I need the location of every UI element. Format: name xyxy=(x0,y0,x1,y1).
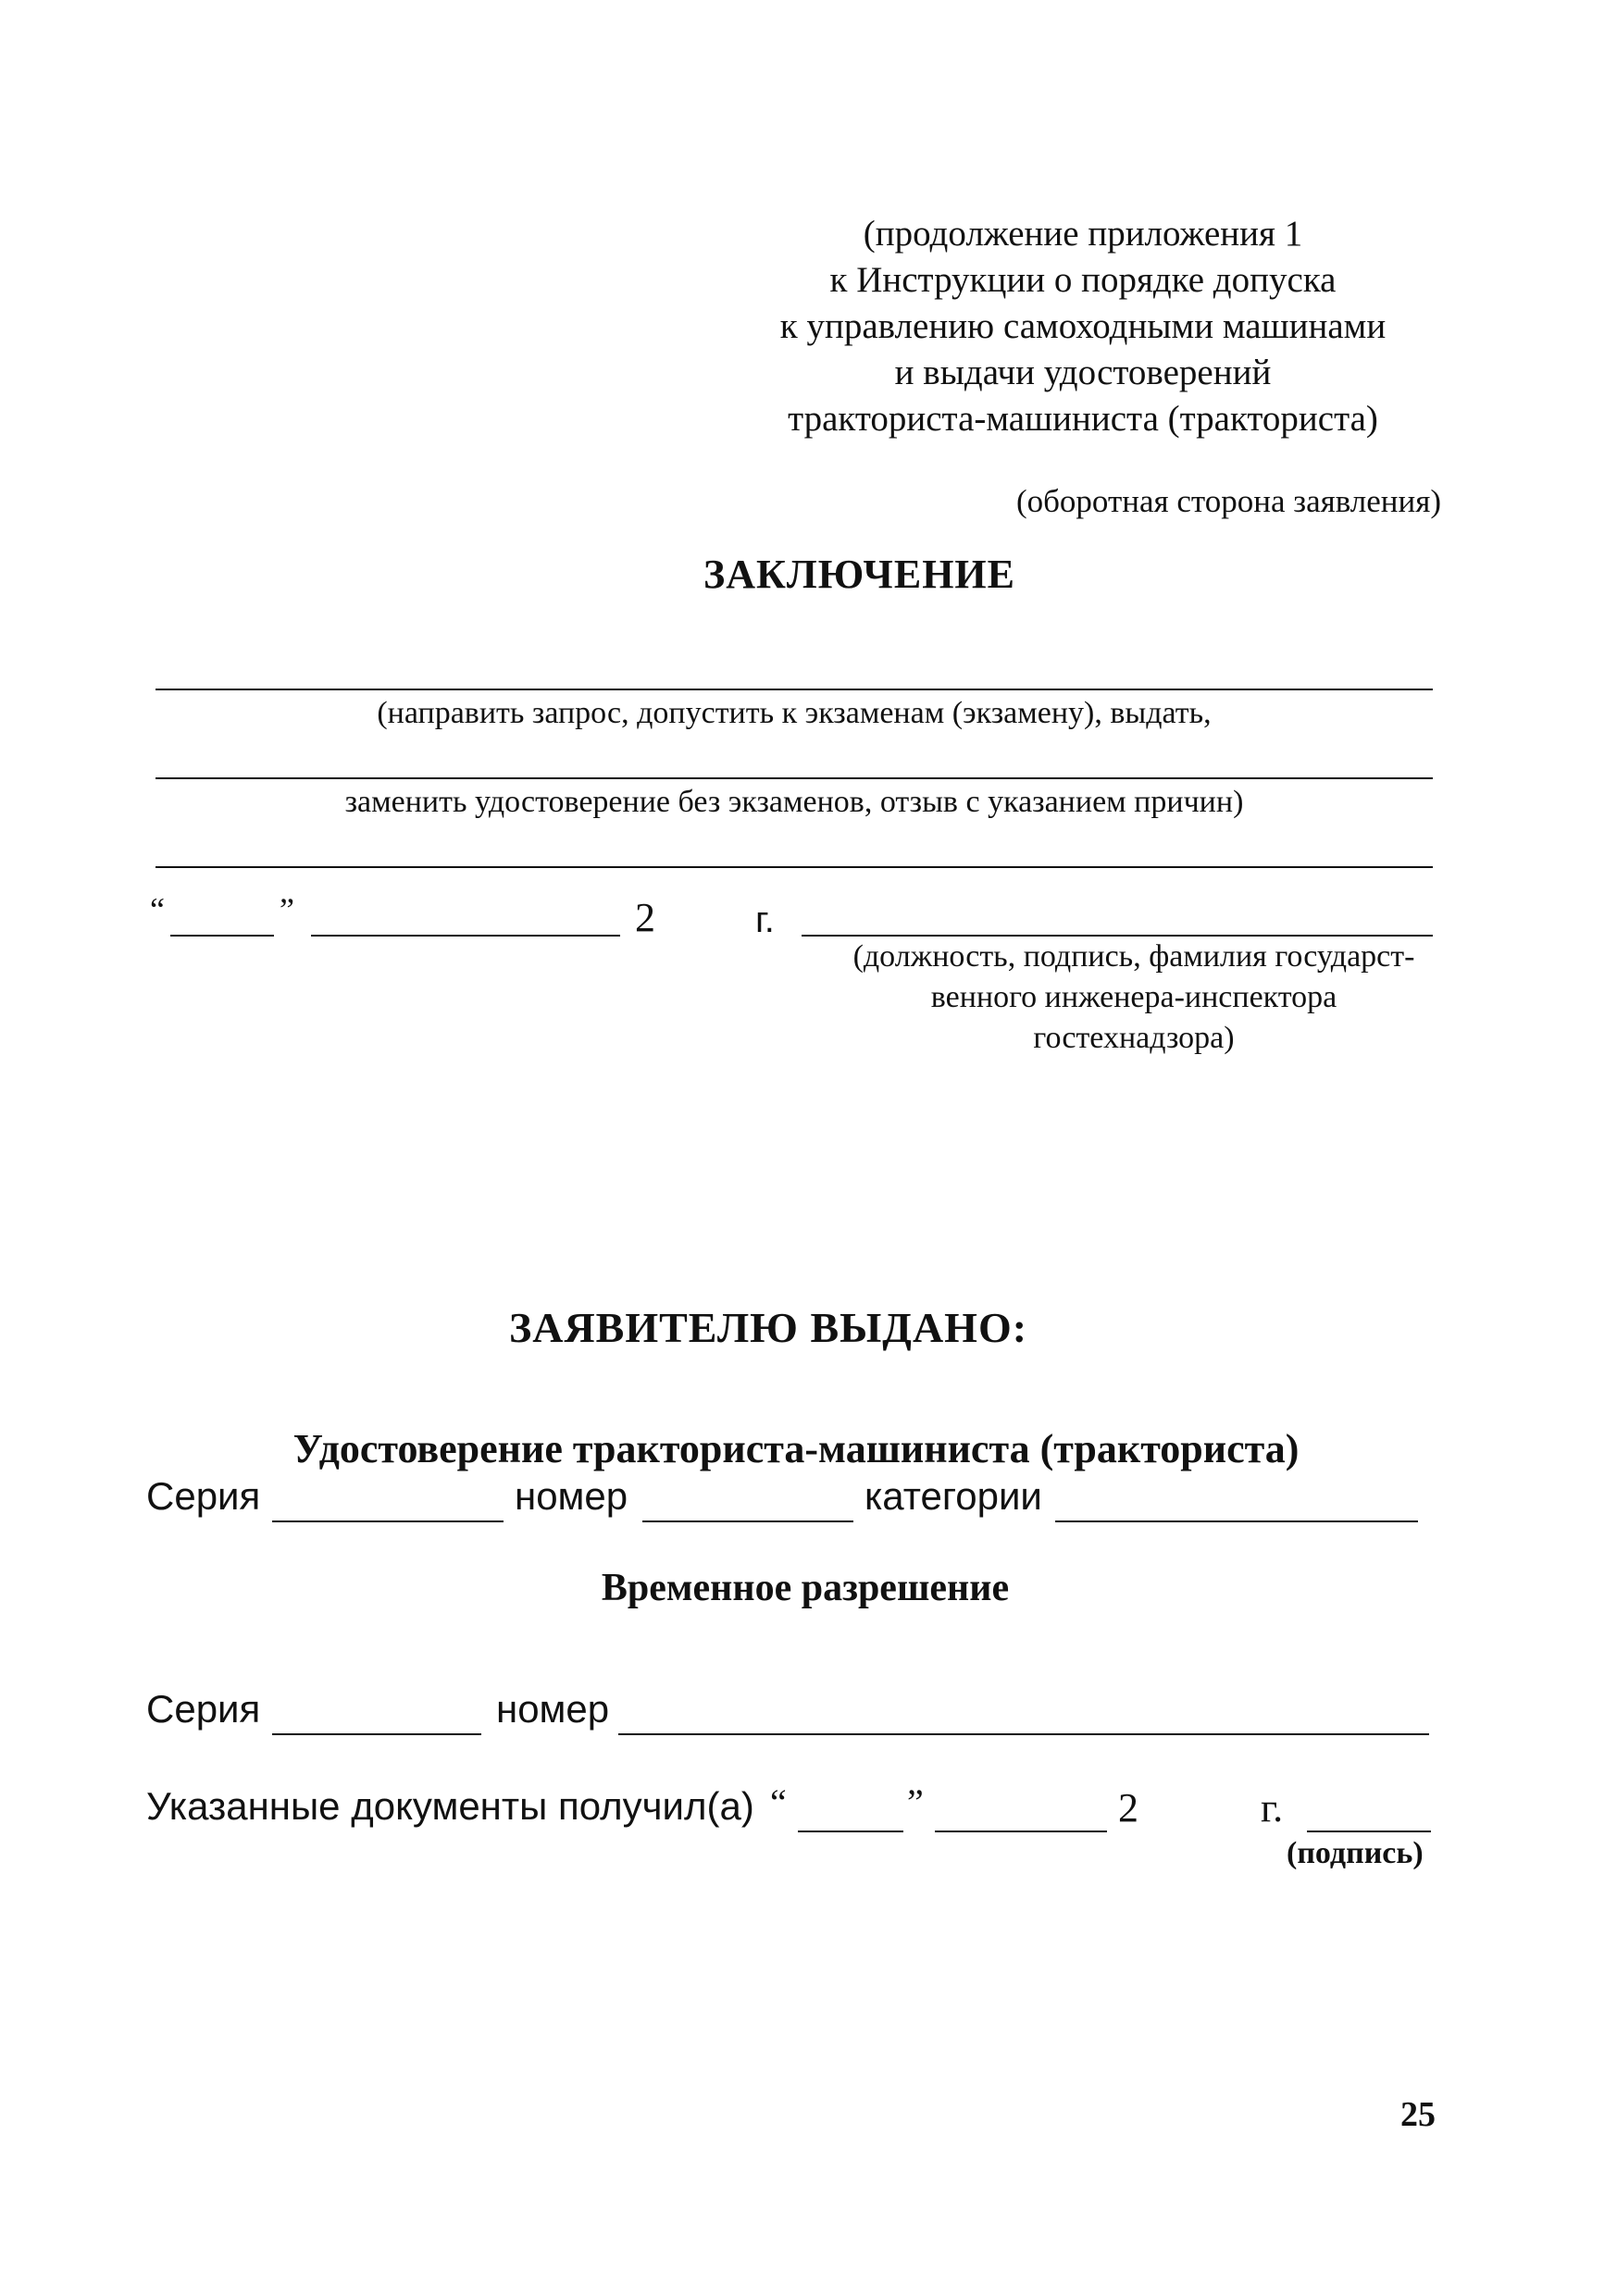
date-close-quote: ” xyxy=(280,891,294,928)
inspector-caption-line: венного инженера-инспектора xyxy=(930,980,1337,1014)
inspector-caption xyxy=(796,937,1472,1059)
certificate-category-blank xyxy=(1055,1520,1418,1522)
received-month-blank xyxy=(935,1831,1107,1832)
header-line: к управлению самоходными машинами xyxy=(779,306,1387,346)
inspector-caption-line: гостехнадзора) xyxy=(1033,1021,1235,1055)
signature-caption: (подпись) xyxy=(1287,1836,1424,1870)
conclusion-caption-1: (направить запрос, допустить к экзаменам (экзамену), выдать, xyxy=(377,696,1212,730)
received-close-quote: ” xyxy=(907,1781,924,1823)
temp-number-label: номер xyxy=(496,1687,610,1731)
header-line: к Инструкции о порядке допуска xyxy=(829,260,1337,300)
header-line: (продолжение приложения 1 xyxy=(863,214,1303,254)
certificate-number-blank xyxy=(642,1520,853,1522)
received-open-quote: “ xyxy=(770,1781,787,1823)
temp-permit-title: Временное разрешение xyxy=(601,1567,1010,1609)
date-open-quote: “ xyxy=(150,891,165,928)
appendix-header xyxy=(722,211,1444,442)
temp-series-label: Серия xyxy=(146,1687,261,1731)
date-day-blank xyxy=(170,935,274,937)
date-year-suffix: г. xyxy=(755,900,775,940)
received-signature-blank xyxy=(1307,1831,1431,1832)
received-label: Указанные документы получил(а) xyxy=(146,1784,754,1828)
page-number: 25 xyxy=(1400,2095,1436,2134)
received-year-suffix: г. xyxy=(1261,1785,1284,1831)
certificate-series-blank xyxy=(272,1520,504,1522)
certificate-number-label: номер xyxy=(515,1474,628,1518)
certificate-title: Удостоверение тракториста-машиниста (тракториста) xyxy=(292,1426,1300,1471)
inspector-caption-line: (должность, подпись, фамилия государст- xyxy=(852,939,1415,974)
received-year-prefix: 2 xyxy=(1118,1785,1138,1831)
certificate-category-label: категории xyxy=(864,1474,1042,1518)
reverse-side-note: (оборотная сторона заявления) xyxy=(1015,483,1441,519)
conclusion-line-1 xyxy=(155,689,1433,690)
conclusion-line-2 xyxy=(155,777,1433,779)
temp-series-blank xyxy=(272,1733,481,1735)
conclusion-title: ЗАКЛЮЧЕНИЕ xyxy=(703,552,1015,597)
issued-title: ЗАЯВИТЕЛЮ ВЫДАНО: xyxy=(508,1304,1028,1351)
date-month-blank xyxy=(311,935,620,937)
header-line: и выдачи удостоверений xyxy=(894,353,1272,392)
header-line: тракториста-машиниста (тракториста) xyxy=(788,399,1378,439)
conclusion-line-3 xyxy=(155,866,1433,868)
date-year-prefix: 2 xyxy=(635,895,655,940)
certificate-series-label: Серия xyxy=(146,1474,261,1518)
received-day-blank xyxy=(798,1831,903,1832)
conclusion-caption-2: заменить удостоверение без экзаменов, отзыв с указанием причин) xyxy=(344,785,1244,819)
temp-number-blank xyxy=(618,1733,1429,1735)
